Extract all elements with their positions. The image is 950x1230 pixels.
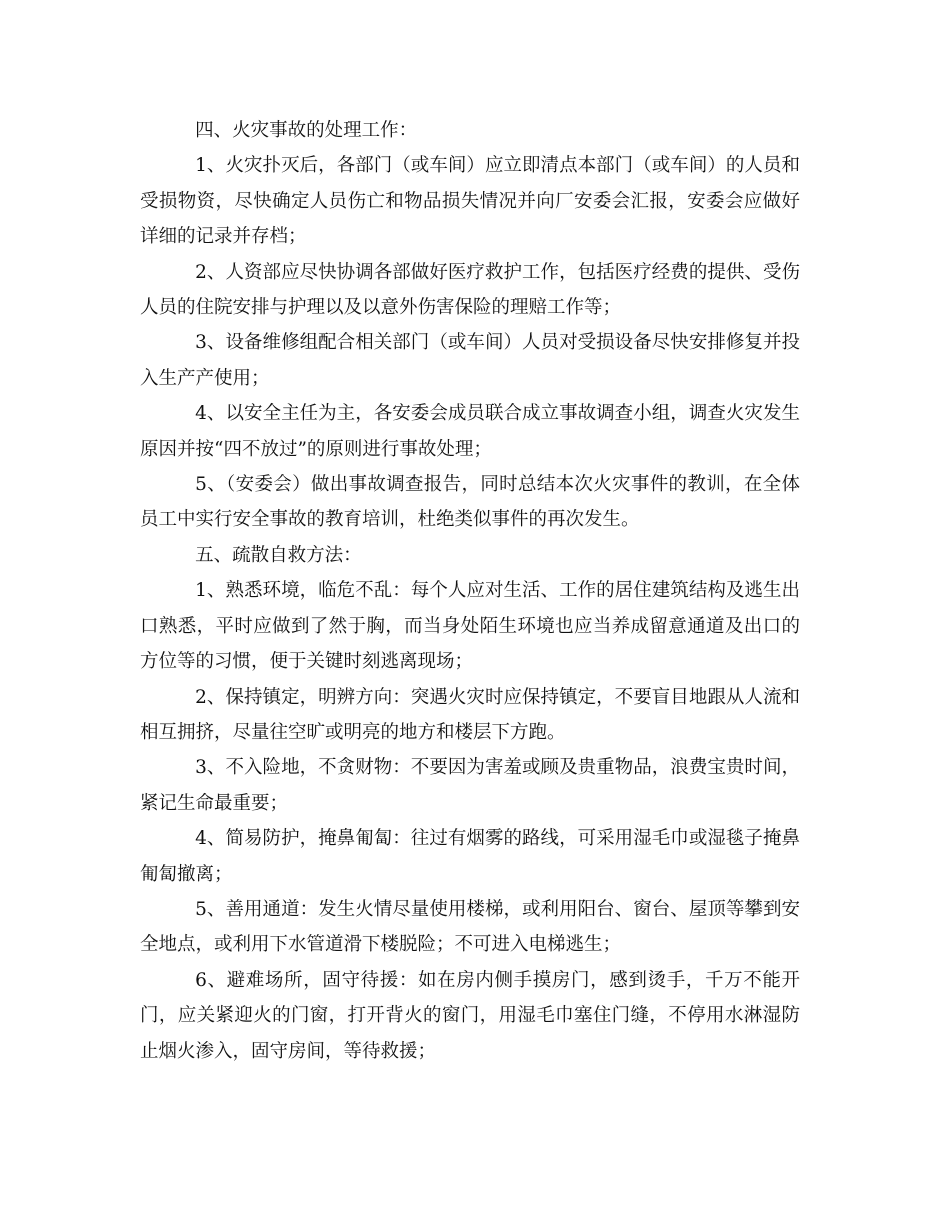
paragraph-handling-2: 2、人资部应尽快协调各部做好医疗救护工作，包括医疗经费的提供、受伤人员的住院安排与护理以及以意外伤害保险的理赔工作等； bbox=[140, 261, 800, 319]
paragraph-evacuation-1: 1、熟悉环境，临危不乱：每个人应对生活、工作的居住建筑结构及逃生出口熟悉，平时应做到了然于胸，而当身处陌生环境也应当养成留意通道及出口的方位等的习惯，便于关键时刻逃离现场； bbox=[140, 580, 800, 673]
paragraph-evacuation-4: 4、简易防护，掩鼻匍匐：往过有烟雾的路线，可采用湿毛巾或湿毯子掩鼻匍匐撤离； bbox=[140, 828, 800, 885]
paragraph-handling-4: 4、以安全主任为主，各安委会成员联合成立事故调查小组，调查火灾发生原因并按“四不放过”的原则进行事故处理； bbox=[140, 403, 800, 460]
paragraph-handling-3: 3、设备维修组配合相关部门（或车间）人员对受损设备尽快安排修复并投入生产产使用； bbox=[140, 332, 800, 389]
document-body bbox=[140, 113, 800, 1069]
paragraph-evacuation-2: 2、保持镇定，明辨方向：突遇火灾时应保持镇定，不要盲目地跟从人流和相互拥挤，尽量往空旷或明亮的地方和楼层下方跑。 bbox=[140, 686, 800, 743]
section-heading-fire-handling: 四、火灾事故的处理工作： bbox=[195, 120, 418, 141]
paragraph-evacuation-6: 6、避难场所，固守待援：如在房内侧手摸房门，感到烫手，千万不能开门，应关紧迎火的门窗，打开背火的窗门，用湿毛巾塞住门缝，不停用水淋湿防止烟火渗入，固守房间，等待救援； bbox=[140, 969, 800, 1062]
paragraph-handling-5: 5、（安委会）做出事故调查报告，同时总结本次火灾事件的教训，在全体员工中实行安全事故的教育培训，杜绝类似事件的再次发生。 bbox=[140, 474, 800, 531]
paragraph-evacuation-5: 5、善用通道：发生火情尽量使用楼梯，或利用阳台、窗台、屋顶等攀到安全地点，或利用下水管道滑下楼脱险；不可进入电梯逃生； bbox=[140, 898, 800, 956]
paragraph-evacuation-3: 3、不入险地，不贪财物：不要因为害羞或顾及贵重物品，浪费宝贵时间，紧记生命最重要； bbox=[140, 757, 800, 814]
paragraph-handling-1: 1、火灾扑灭后，各部门（或车间）应立即清点本部门（或车间）的人员和受损物资，尽快确定人员伤亡和物品损失情况并向厂安委会汇报，安委会应做好详细的记录并存档； bbox=[140, 155, 800, 248]
section-heading-evacuation: 五、疏散自救方法： bbox=[195, 544, 362, 566]
